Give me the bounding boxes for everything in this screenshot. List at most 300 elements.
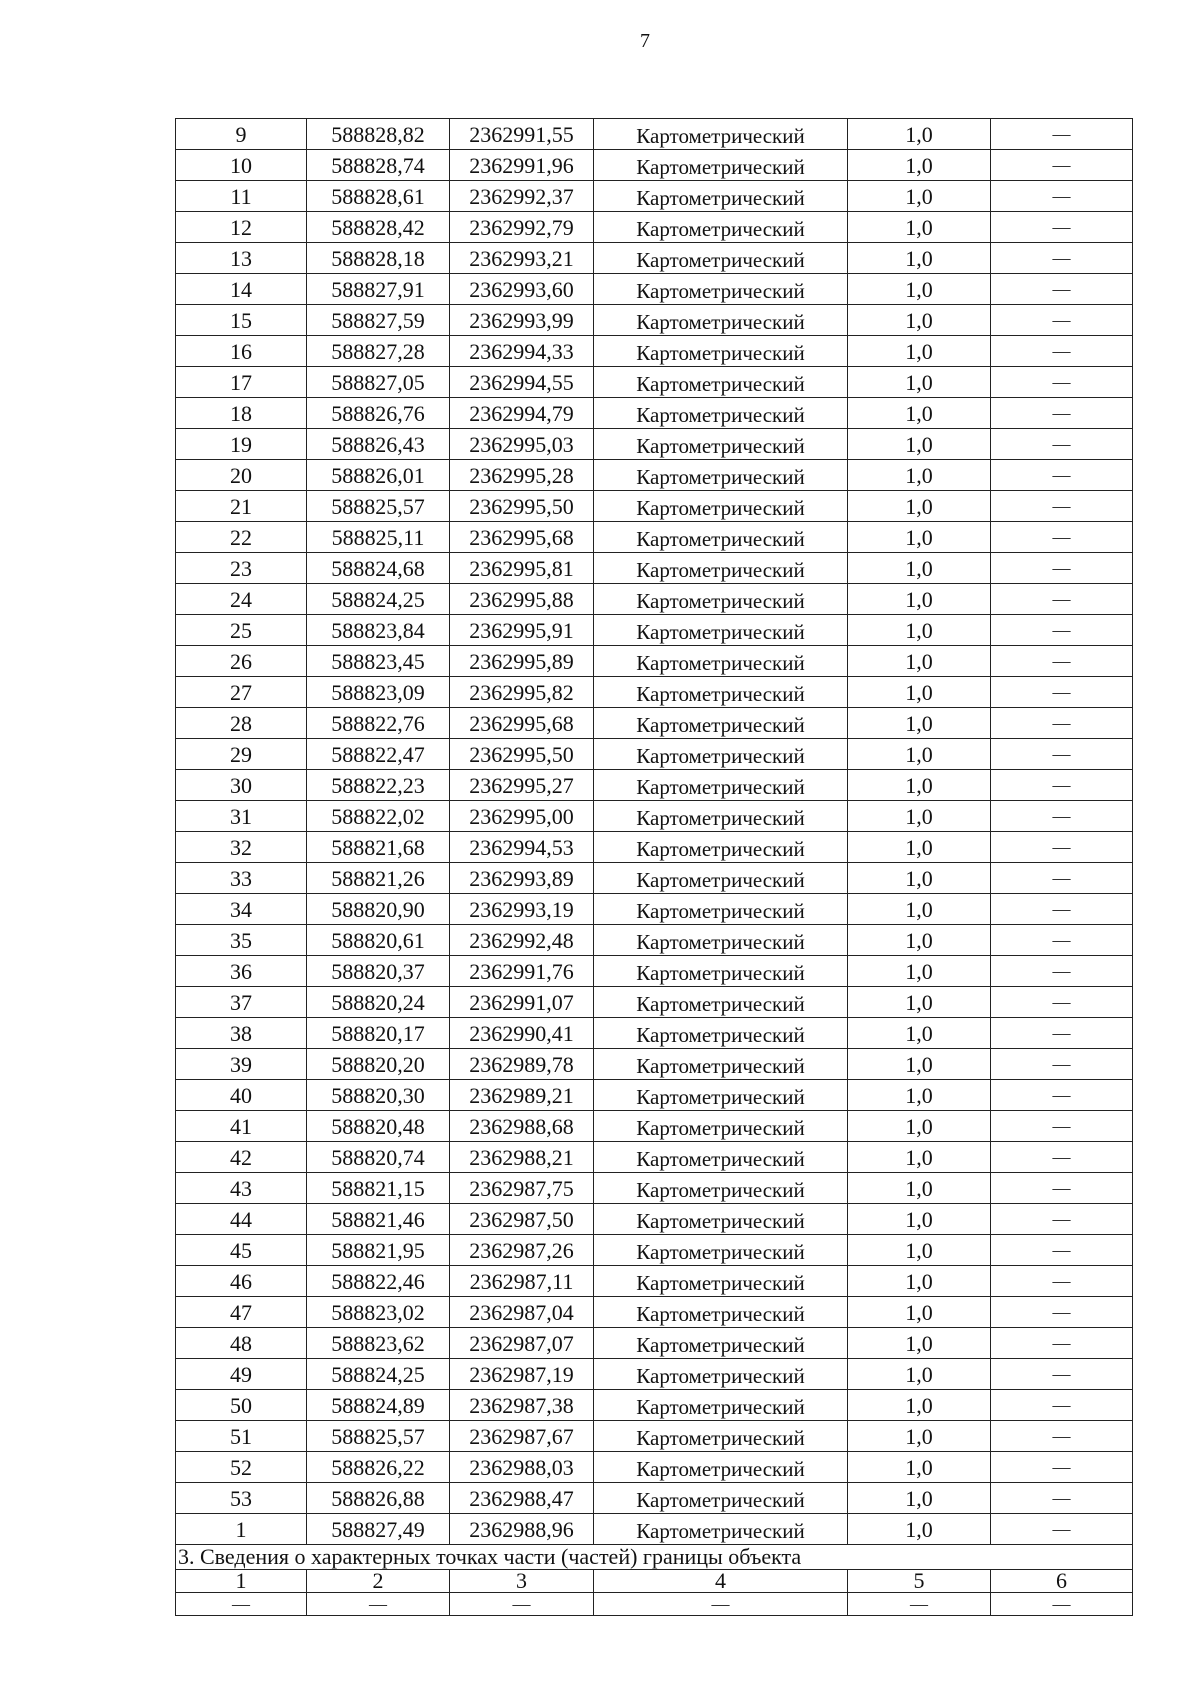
section-3-empty-cell: — <box>176 1593 307 1616</box>
coord-y-cell: 2362995,00 <box>450 801 594 832</box>
table-row <box>176 863 1133 894</box>
coord-y-cell: 2362993,99 <box>450 305 594 336</box>
method-cell: Картометрический <box>594 1204 848 1235</box>
method-cell: Картометрический <box>594 1080 848 1111</box>
coord-y-cell: 2362995,28 <box>450 460 594 491</box>
method-cell: Картометрический <box>594 243 848 274</box>
method-cell: Картометрический <box>594 1483 848 1514</box>
point-number-cell: 9 <box>176 119 307 150</box>
table-row <box>176 1390 1133 1421</box>
coord-x-cell: 588825,57 <box>307 1421 450 1452</box>
coord-x-cell: 588821,26 <box>307 863 450 894</box>
table-row <box>176 1204 1133 1235</box>
coord-x-cell: 588826,22 <box>307 1452 450 1483</box>
coord-x-cell: 588820,20 <box>307 1049 450 1080</box>
point-number-cell: 15 <box>176 305 307 336</box>
coord-y-cell: 2362994,33 <box>450 336 594 367</box>
point-number-cell: 47 <box>176 1297 307 1328</box>
coord-y-cell: 2362992,37 <box>450 181 594 212</box>
section-3-empty-cell: — <box>848 1593 991 1616</box>
method-cell: Картометрический <box>594 1390 848 1421</box>
point-description-cell: — <box>991 1204 1133 1235</box>
page-number: 7 <box>640 30 650 52</box>
method-cell: Картометрический <box>594 925 848 956</box>
coord-y-cell: 2362988,68 <box>450 1111 594 1142</box>
point-description-cell: — <box>991 274 1133 305</box>
accuracy-cell: 1,0 <box>848 956 991 987</box>
point-number-cell: 16 <box>176 336 307 367</box>
point-number-cell: 17 <box>176 367 307 398</box>
point-description-cell: — <box>991 212 1133 243</box>
coord-x-cell: 588822,23 <box>307 770 450 801</box>
point-description-cell: — <box>991 1297 1133 1328</box>
section-3-empty-cell: — <box>991 1593 1133 1616</box>
coord-x-cell: 588823,84 <box>307 615 450 646</box>
method-cell: Картометрический <box>594 119 848 150</box>
coord-x-cell: 588823,62 <box>307 1328 450 1359</box>
section-3-header-cell: 4 <box>594 1570 848 1593</box>
method-cell: Картометрический <box>594 832 848 863</box>
method-cell: Картометрический <box>594 398 848 429</box>
point-number-cell: 12 <box>176 212 307 243</box>
table-row <box>176 677 1133 708</box>
coord-y-cell: 2362995,68 <box>450 708 594 739</box>
method-cell: Картометрический <box>594 181 848 212</box>
point-description-cell: — <box>991 894 1133 925</box>
coord-x-cell: 588821,95 <box>307 1235 450 1266</box>
method-cell: Картометрический <box>594 1328 848 1359</box>
point-number-cell: 49 <box>176 1359 307 1390</box>
point-description-cell: — <box>991 1421 1133 1452</box>
point-description-cell: — <box>991 1142 1133 1173</box>
accuracy-cell: 1,0 <box>848 522 991 553</box>
method-cell: Картометрический <box>594 1111 848 1142</box>
coord-y-cell: 2362993,89 <box>450 863 594 894</box>
point-description-cell: — <box>991 1328 1133 1359</box>
point-description-cell: — <box>991 1080 1133 1111</box>
point-number-cell: 46 <box>176 1266 307 1297</box>
accuracy-cell: 1,0 <box>848 739 991 770</box>
section-3-header-cell: 6 <box>991 1570 1133 1593</box>
method-cell: Картометрический <box>594 739 848 770</box>
table-row <box>176 1297 1133 1328</box>
coord-y-cell: 2362988,96 <box>450 1514 594 1545</box>
accuracy-cell: 1,0 <box>848 460 991 491</box>
table-row <box>176 584 1133 615</box>
accuracy-cell: 1,0 <box>848 150 991 181</box>
point-number-cell: 39 <box>176 1049 307 1080</box>
accuracy-cell: 1,0 <box>848 336 991 367</box>
point-description-cell: — <box>991 119 1133 150</box>
coord-y-cell: 2362989,78 <box>450 1049 594 1080</box>
coord-y-cell: 2362991,96 <box>450 150 594 181</box>
accuracy-cell: 1,0 <box>848 863 991 894</box>
coord-x-cell: 588827,59 <box>307 305 450 336</box>
point-description-cell: — <box>991 708 1133 739</box>
method-cell: Картометрический <box>594 553 848 584</box>
accuracy-cell: 1,0 <box>848 1080 991 1111</box>
coord-x-cell: 588820,48 <box>307 1111 450 1142</box>
accuracy-cell: 1,0 <box>848 243 991 274</box>
coord-x-cell: 588821,15 <box>307 1173 450 1204</box>
coord-y-cell: 2362988,21 <box>450 1142 594 1173</box>
accuracy-cell: 1,0 <box>848 274 991 305</box>
coord-y-cell: 2362993,19 <box>450 894 594 925</box>
point-description-cell: — <box>991 1390 1133 1421</box>
method-cell: Картометрический <box>594 1018 848 1049</box>
method-cell: Картометрический <box>594 460 848 491</box>
point-description-cell: — <box>991 181 1133 212</box>
coord-y-cell: 2362991,07 <box>450 987 594 1018</box>
coordinates-table-body <box>176 119 1133 1545</box>
point-number-cell: 29 <box>176 739 307 770</box>
coord-x-cell: 588824,68 <box>307 553 450 584</box>
table-row <box>176 1111 1133 1142</box>
table-row <box>176 987 1133 1018</box>
table-row <box>176 181 1133 212</box>
accuracy-cell: 1,0 <box>848 212 991 243</box>
point-number-cell: 38 <box>176 1018 307 1049</box>
table-row <box>176 491 1133 522</box>
coord-y-cell: 2362995,89 <box>450 646 594 677</box>
table-row <box>176 1235 1133 1266</box>
point-description-cell: — <box>991 925 1133 956</box>
table-row <box>176 367 1133 398</box>
table-row <box>176 956 1133 987</box>
point-description-cell: — <box>991 584 1133 615</box>
table-row <box>176 1266 1133 1297</box>
point-number-cell: 52 <box>176 1452 307 1483</box>
coord-x-cell: 588820,24 <box>307 987 450 1018</box>
method-cell: Картометрический <box>594 1514 848 1545</box>
coord-y-cell: 2362995,27 <box>450 770 594 801</box>
method-cell: Картометрический <box>594 150 848 181</box>
point-description-cell: — <box>991 832 1133 863</box>
accuracy-cell: 1,0 <box>848 1421 991 1452</box>
accuracy-cell: 1,0 <box>848 398 991 429</box>
point-description-cell: — <box>991 646 1133 677</box>
coord-x-cell: 588821,46 <box>307 1204 450 1235</box>
coord-y-cell: 2362987,67 <box>450 1421 594 1452</box>
point-description-cell: — <box>991 1266 1133 1297</box>
point-description-cell: — <box>991 1049 1133 1080</box>
method-cell: Картометрический <box>594 429 848 460</box>
method-cell: Картометрический <box>594 1235 848 1266</box>
point-number-cell: 37 <box>176 987 307 1018</box>
accuracy-cell: 1,0 <box>848 1359 991 1390</box>
coord-x-cell: 588828,61 <box>307 181 450 212</box>
point-number-cell: 23 <box>176 553 307 584</box>
method-cell: Картометрический <box>594 894 848 925</box>
coord-x-cell: 588822,76 <box>307 708 450 739</box>
accuracy-cell: 1,0 <box>848 367 991 398</box>
table-row <box>176 925 1133 956</box>
coord-x-cell: 588823,02 <box>307 1297 450 1328</box>
table-row <box>176 150 1133 181</box>
table-row <box>176 1452 1133 1483</box>
method-cell: Картометрический <box>594 1297 848 1328</box>
coord-x-cell: 588828,42 <box>307 212 450 243</box>
accuracy-cell: 1,0 <box>848 677 991 708</box>
point-number-cell: 41 <box>176 1111 307 1142</box>
coord-x-cell: 588823,45 <box>307 646 450 677</box>
table-row <box>176 553 1133 584</box>
table-row <box>176 398 1133 429</box>
point-number-cell: 50 <box>176 1390 307 1421</box>
method-cell: Картометрический <box>594 801 848 832</box>
table-row <box>176 801 1133 832</box>
coord-y-cell: 2362993,21 <box>450 243 594 274</box>
method-cell: Картометрический <box>594 770 848 801</box>
method-cell: Картометрический <box>594 1266 848 1297</box>
method-cell: Картометрический <box>594 522 848 553</box>
table-row <box>176 243 1133 274</box>
point-description-cell: — <box>991 739 1133 770</box>
coord-x-cell: 588820,30 <box>307 1080 450 1111</box>
point-description-cell: — <box>991 429 1133 460</box>
accuracy-cell: 1,0 <box>848 770 991 801</box>
coord-y-cell: 2362995,03 <box>450 429 594 460</box>
table-row <box>176 1421 1133 1452</box>
point-description-cell: — <box>991 336 1133 367</box>
method-cell: Картометрический <box>594 646 848 677</box>
coord-y-cell: 2362991,55 <box>450 119 594 150</box>
point-description-cell: — <box>991 491 1133 522</box>
point-description-cell: — <box>991 522 1133 553</box>
point-description-cell: — <box>991 770 1133 801</box>
coord-x-cell: 588828,74 <box>307 150 450 181</box>
accuracy-cell: 1,0 <box>848 1328 991 1359</box>
coord-y-cell: 2362994,79 <box>450 398 594 429</box>
table-row <box>176 460 1133 491</box>
point-description-cell: — <box>991 1173 1133 1204</box>
table-row <box>176 708 1133 739</box>
coord-x-cell: 588822,46 <box>307 1266 450 1297</box>
point-description-cell: — <box>991 1235 1133 1266</box>
point-number-cell: 14 <box>176 274 307 305</box>
coord-x-cell: 588820,90 <box>307 894 450 925</box>
coord-x-cell: 588824,25 <box>307 584 450 615</box>
section-3-header-cell: 2 <box>307 1570 450 1593</box>
method-cell: Картометрический <box>594 336 848 367</box>
table-row <box>176 1359 1133 1390</box>
table-row <box>176 739 1133 770</box>
coord-x-cell: 588821,68 <box>307 832 450 863</box>
coord-x-cell: 588826,88 <box>307 1483 450 1514</box>
accuracy-cell: 1,0 <box>848 181 991 212</box>
accuracy-cell: 1,0 <box>848 1235 991 1266</box>
table-row <box>176 832 1133 863</box>
table-row <box>176 615 1133 646</box>
point-number-cell: 51 <box>176 1421 307 1452</box>
coord-x-cell: 588823,09 <box>307 677 450 708</box>
point-number-cell: 44 <box>176 1204 307 1235</box>
point-number-cell: 40 <box>176 1080 307 1111</box>
coord-y-cell: 2362994,53 <box>450 832 594 863</box>
method-cell: Картометрический <box>594 708 848 739</box>
point-number-cell: 53 <box>176 1483 307 1514</box>
method-cell: Картометрический <box>594 1049 848 1080</box>
point-description-cell: — <box>991 987 1133 1018</box>
coord-y-cell: 2362987,07 <box>450 1328 594 1359</box>
accuracy-cell: 1,0 <box>848 894 991 925</box>
accuracy-cell: 1,0 <box>848 1142 991 1173</box>
coord-y-cell: 2362987,38 <box>450 1390 594 1421</box>
coord-x-cell: 588827,28 <box>307 336 450 367</box>
table-row <box>176 770 1133 801</box>
table-row <box>176 429 1133 460</box>
point-number-cell: 19 <box>176 429 307 460</box>
point-description-cell: — <box>991 1514 1133 1545</box>
point-number-cell: 48 <box>176 1328 307 1359</box>
method-cell: Картометрический <box>594 987 848 1018</box>
accuracy-cell: 1,0 <box>848 1018 991 1049</box>
section-3-header-row <box>176 1570 1133 1593</box>
method-cell: Картометрический <box>594 956 848 987</box>
point-number-cell: 34 <box>176 894 307 925</box>
coord-y-cell: 2362988,03 <box>450 1452 594 1483</box>
accuracy-cell: 1,0 <box>848 1173 991 1204</box>
coord-y-cell: 2362995,91 <box>450 615 594 646</box>
point-number-cell: 35 <box>176 925 307 956</box>
point-number-cell: 13 <box>176 243 307 274</box>
coord-y-cell: 2362995,68 <box>450 522 594 553</box>
point-number-cell: 26 <box>176 646 307 677</box>
section-3-title-row <box>176 1545 1133 1570</box>
accuracy-cell: 1,0 <box>848 1049 991 1080</box>
point-number-cell: 36 <box>176 956 307 987</box>
method-cell: Картометрический <box>594 274 848 305</box>
coord-y-cell: 2362995,82 <box>450 677 594 708</box>
point-number-cell: 33 <box>176 863 307 894</box>
point-description-cell: — <box>991 1452 1133 1483</box>
point-description-cell: — <box>991 367 1133 398</box>
point-description-cell: — <box>991 243 1133 274</box>
coord-y-cell: 2362995,50 <box>450 739 594 770</box>
coord-y-cell: 2362995,50 <box>450 491 594 522</box>
table-row <box>176 1080 1133 1111</box>
method-cell: Картометрический <box>594 1452 848 1483</box>
point-number-cell: 43 <box>176 1173 307 1204</box>
section-3-header-cell: 1 <box>176 1570 307 1593</box>
accuracy-cell: 1,0 <box>848 646 991 677</box>
coord-y-cell: 2362987,11 <box>450 1266 594 1297</box>
point-number-cell: 10 <box>176 150 307 181</box>
coord-y-cell: 2362988,47 <box>450 1483 594 1514</box>
coordinates-table <box>175 118 1133 1616</box>
accuracy-cell: 1,0 <box>848 491 991 522</box>
section-3-empty-cell: — <box>307 1593 450 1616</box>
section-3-title: 3. Сведения о характерных точках части (частей) границы объекта <box>176 1545 1133 1570</box>
point-number-cell: 45 <box>176 1235 307 1266</box>
point-number-cell: 18 <box>176 398 307 429</box>
coord-y-cell: 2362994,55 <box>450 367 594 398</box>
accuracy-cell: 1,0 <box>848 119 991 150</box>
coord-x-cell: 588827,49 <box>307 1514 450 1545</box>
point-number-cell: 22 <box>176 522 307 553</box>
table-row <box>176 212 1133 243</box>
coord-x-cell: 588822,47 <box>307 739 450 770</box>
coord-y-cell: 2362987,50 <box>450 1204 594 1235</box>
point-description-cell: — <box>991 460 1133 491</box>
point-description-cell: — <box>991 398 1133 429</box>
section-3-header-cell: 5 <box>848 1570 991 1593</box>
coord-x-cell: 588828,18 <box>307 243 450 274</box>
point-description-cell: — <box>991 305 1133 336</box>
coord-x-cell: 588826,76 <box>307 398 450 429</box>
accuracy-cell: 1,0 <box>848 1297 991 1328</box>
accuracy-cell: 1,0 <box>848 987 991 1018</box>
point-description-cell: — <box>991 956 1133 987</box>
table-row <box>176 119 1133 150</box>
accuracy-cell: 1,0 <box>848 1452 991 1483</box>
coord-x-cell: 588824,25 <box>307 1359 450 1390</box>
coord-y-cell: 2362995,88 <box>450 584 594 615</box>
point-description-cell: — <box>991 1018 1133 1049</box>
coord-x-cell: 588828,82 <box>307 119 450 150</box>
accuracy-cell: 1,0 <box>848 553 991 584</box>
coord-x-cell: 588827,05 <box>307 367 450 398</box>
method-cell: Картометрический <box>594 677 848 708</box>
method-cell: Картометрический <box>594 863 848 894</box>
point-number-cell: 24 <box>176 584 307 615</box>
point-description-cell: — <box>991 1483 1133 1514</box>
point-number-cell: 32 <box>176 832 307 863</box>
coord-x-cell: 588820,74 <box>307 1142 450 1173</box>
method-cell: Картометрический <box>594 1421 848 1452</box>
method-cell: Картометрический <box>594 367 848 398</box>
table-row <box>176 1018 1133 1049</box>
point-number-cell: 20 <box>176 460 307 491</box>
table-row <box>176 1049 1133 1080</box>
point-number-cell: 25 <box>176 615 307 646</box>
table-row <box>176 522 1133 553</box>
coord-y-cell: 2362987,26 <box>450 1235 594 1266</box>
table-row <box>176 1514 1133 1545</box>
coord-x-cell: 588822,02 <box>307 801 450 832</box>
method-cell: Картометрический <box>594 1173 848 1204</box>
accuracy-cell: 1,0 <box>848 615 991 646</box>
accuracy-cell: 1,0 <box>848 801 991 832</box>
accuracy-cell: 1,0 <box>848 1483 991 1514</box>
coord-x-cell: 588820,37 <box>307 956 450 987</box>
coord-y-cell: 2362993,60 <box>450 274 594 305</box>
accuracy-cell: 1,0 <box>848 584 991 615</box>
accuracy-cell: 1,0 <box>848 1514 991 1545</box>
coord-x-cell: 588826,43 <box>307 429 450 460</box>
point-number-cell: 1 <box>176 1514 307 1545</box>
point-description-cell: — <box>991 801 1133 832</box>
accuracy-cell: 1,0 <box>848 1204 991 1235</box>
table-row <box>176 1142 1133 1173</box>
accuracy-cell: 1,0 <box>848 429 991 460</box>
point-description-cell: — <box>991 150 1133 181</box>
table-row <box>176 1173 1133 1204</box>
point-number-cell: 21 <box>176 491 307 522</box>
method-cell: Картометрический <box>594 615 848 646</box>
coord-y-cell: 2362989,21 <box>450 1080 594 1111</box>
method-cell: Картометрический <box>594 1142 848 1173</box>
method-cell: Картометрический <box>594 1359 848 1390</box>
point-description-cell: — <box>991 863 1133 894</box>
section-3-empty-cell: — <box>450 1593 594 1616</box>
coord-x-cell: 588824,89 <box>307 1390 450 1421</box>
coord-y-cell: 2362995,81 <box>450 553 594 584</box>
coord-y-cell: 2362991,76 <box>450 956 594 987</box>
coord-y-cell: 2362987,04 <box>450 1297 594 1328</box>
section-3-header-cell: 3 <box>450 1570 594 1593</box>
accuracy-cell: 1,0 <box>848 305 991 336</box>
